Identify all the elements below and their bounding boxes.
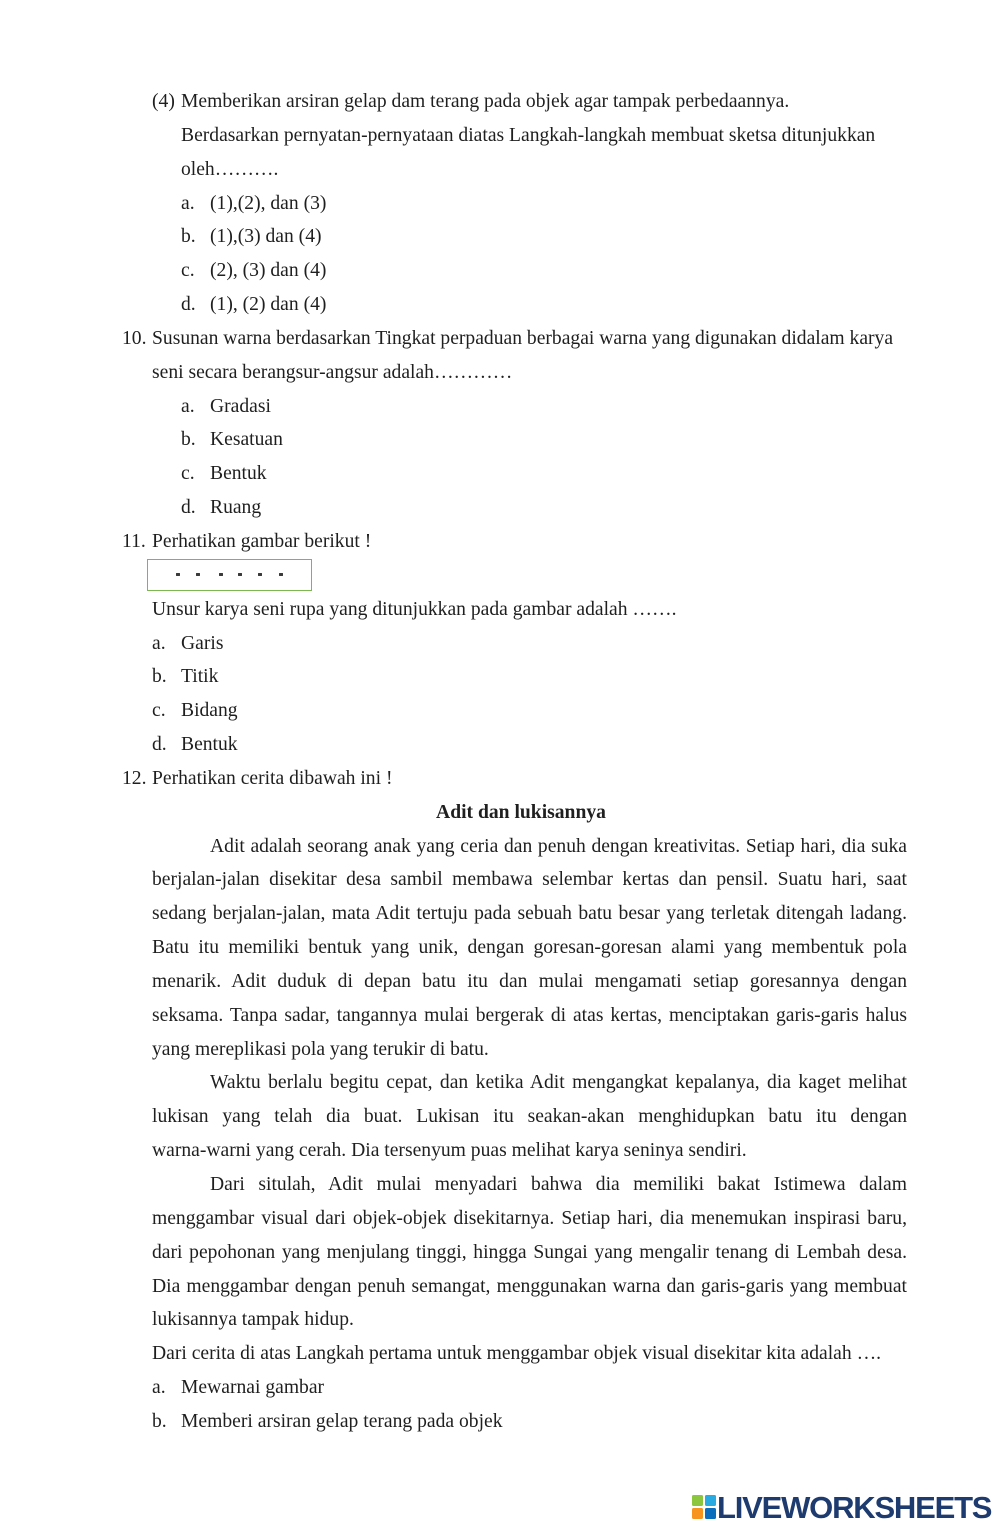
story-title-row bbox=[0, 796, 1000, 830]
worksheet-content bbox=[0, 85, 1000, 1439]
dot bbox=[196, 573, 200, 577]
story-line-text: lukisan yang telah dia buat. Lukisan itu seakan-akan menghidupkan batu itu dengan bbox=[152, 1106, 907, 1128]
option-row bbox=[0, 1405, 1000, 1439]
option-letter: a. bbox=[181, 395, 195, 417]
option-row bbox=[0, 491, 1000, 525]
option-text: Titik bbox=[181, 666, 219, 688]
question-9-continued bbox=[0, 85, 1000, 322]
option-row bbox=[0, 288, 1000, 322]
option-text: Kesatuan bbox=[210, 429, 283, 451]
story-line bbox=[0, 1168, 1000, 1202]
question-prompt-line bbox=[0, 1337, 1000, 1371]
story-line-text: Waktu berlalu begitu cepat, dan ketika Adit mengangkat kepalanya, dia kaget melihat bbox=[210, 1072, 907, 1094]
question-prompt-line bbox=[0, 119, 1000, 153]
question-prompt-text: oleh………. bbox=[181, 158, 279, 180]
statement-number: (4) bbox=[152, 91, 175, 112]
option-letter: a. bbox=[152, 1377, 166, 1399]
question-text: Perhatikan gambar berikut ! bbox=[152, 530, 372, 552]
story-line-text: yang mereplikasi pola yang terukir di batu. bbox=[152, 1038, 489, 1060]
question-text: Perhatikan cerita dibawah ini ! bbox=[152, 767, 393, 789]
story-title: Adit dan lukisannya bbox=[436, 801, 606, 823]
statement-text: Memberikan arsiran gelap dam terang pada objek agar tampak perbedaannya. bbox=[181, 91, 790, 112]
story-line bbox=[0, 965, 1000, 999]
dot bbox=[279, 573, 283, 577]
question-number: 10. bbox=[122, 327, 147, 349]
option-text: (1),(2), dan (3) bbox=[210, 192, 327, 214]
option-letter: b. bbox=[152, 666, 167, 688]
story-line bbox=[0, 1100, 1000, 1134]
story-line bbox=[0, 863, 1000, 897]
dot bbox=[176, 573, 180, 577]
statement-row bbox=[0, 85, 1000, 119]
story-line-text: Dari situlah, Adit mulai menyadari bahwa dia memiliki bakat Istimewa dalam bbox=[210, 1174, 907, 1195]
story-line-text: sedang berjalan-jalan, mata Adit tertuju pada sebuah batu besar yang terletak ditengah ladang. bbox=[152, 903, 907, 925]
story-line bbox=[0, 1236, 1000, 1270]
option-row bbox=[0, 627, 1000, 661]
dot bbox=[238, 573, 242, 577]
option-row bbox=[0, 728, 1000, 762]
liveworksheets-logo-icon bbox=[692, 1495, 716, 1519]
story-line-text: warna-warni yang cerah. Dia tersenyum puas melihat karya seninya sendiri. bbox=[152, 1140, 747, 1162]
figure-row bbox=[0, 559, 1000, 593]
option-letter: c. bbox=[181, 463, 195, 485]
question-12 bbox=[0, 762, 1000, 1439]
question-line bbox=[0, 356, 1000, 390]
option-row bbox=[0, 423, 1000, 457]
logo-tile bbox=[692, 1508, 703, 1519]
question-number: 12. bbox=[122, 767, 147, 789]
story-line bbox=[0, 830, 1000, 864]
option-letter: a. bbox=[181, 192, 195, 214]
option-row bbox=[0, 694, 1000, 728]
question-prompt-text: Unsur karya seni rupa yang ditunjukkan pada gambar adalah ……. bbox=[152, 598, 677, 620]
option-letter: d. bbox=[181, 497, 196, 519]
option-text: (1), (2) dan (4) bbox=[210, 294, 327, 316]
option-text: Garis bbox=[181, 632, 224, 654]
dot bbox=[219, 573, 223, 577]
story-line-text: menarik. Adit duduk di depan batu itu dan mulai mengamati setiap goresannya dengan bbox=[152, 970, 907, 992]
logo-wordmark: LIVEWORKSHEETS bbox=[717, 1490, 992, 1525]
option-row bbox=[0, 187, 1000, 221]
option-row bbox=[0, 660, 1000, 694]
option-text: Gradasi bbox=[210, 395, 271, 417]
option-text: (2), (3) dan (4) bbox=[210, 260, 327, 282]
option-letter: c. bbox=[181, 260, 195, 282]
story-line-text: Batu itu memiliki bentuk yang unik, dengan goresan-goresan alami yang membentuk pola bbox=[152, 937, 907, 959]
option-text: (1),(3) dan (4) bbox=[210, 226, 322, 248]
option-text: Memberi arsiran gelap terang pada objek bbox=[181, 1410, 503, 1432]
story-line-text: Dia menggambar dengan penuh semangat, menggunakan warna dan garis-garis yang membuat bbox=[152, 1275, 907, 1297]
dots-figure bbox=[147, 559, 312, 591]
question-prompt-line bbox=[0, 153, 1000, 187]
option-letter: c. bbox=[152, 700, 166, 722]
option-letter: d. bbox=[181, 294, 196, 316]
logo-tile bbox=[692, 1495, 703, 1506]
liveworksheets-logo[interactable] bbox=[692, 1492, 992, 1523]
logo-tile bbox=[705, 1508, 716, 1519]
question-10 bbox=[0, 322, 1000, 525]
question-line bbox=[0, 762, 1000, 796]
option-letter: a. bbox=[152, 632, 166, 654]
option-letter: b. bbox=[181, 429, 196, 451]
logo-tile bbox=[705, 1495, 716, 1506]
option-letter: b. bbox=[152, 1410, 167, 1432]
story-line-text: lukisannya tampak hidup. bbox=[152, 1309, 354, 1331]
option-letter: b. bbox=[181, 226, 196, 248]
question-number: 11. bbox=[122, 530, 146, 552]
option-row bbox=[0, 390, 1000, 424]
option-text: Mewarnai gambar bbox=[181, 1377, 325, 1399]
option-letter: d. bbox=[152, 734, 167, 756]
question-prompt-line bbox=[0, 593, 1000, 627]
story-line bbox=[0, 1066, 1000, 1100]
story-line-text: berjalan-jalan disekitar desa sambil membawa selembar kertas dan pensil. Suatu hari, saat bbox=[152, 869, 907, 891]
question-text: seni secara berangsur-angsur adalah………… bbox=[152, 361, 513, 383]
story-line bbox=[0, 999, 1000, 1033]
option-row bbox=[0, 254, 1000, 288]
option-text: Bentuk bbox=[210, 463, 267, 485]
question-text: Susunan warna berdasarkan Tingkat perpaduan berbagai warna yang digunakan didalam karya bbox=[152, 327, 894, 349]
option-row bbox=[0, 1371, 1000, 1405]
dot bbox=[258, 573, 262, 577]
question-line bbox=[0, 322, 1000, 356]
story-line bbox=[0, 1270, 1000, 1304]
story-paragraph bbox=[0, 830, 1000, 1067]
story-paragraph bbox=[0, 1168, 1000, 1337]
story-line bbox=[0, 897, 1000, 931]
story-paragraph bbox=[0, 1066, 1000, 1168]
option-text: Ruang bbox=[210, 497, 262, 519]
story-line bbox=[0, 1303, 1000, 1337]
story-line-text: menggambar visual dari objek-objek disekitarnya. Setiap hari, dia menemukan inspirasi baru, bbox=[152, 1207, 907, 1229]
option-text: Bentuk bbox=[181, 734, 238, 756]
story-line bbox=[0, 1033, 1000, 1067]
story-line-text: dari pepohonan yang menjulang tinggi, hingga Sungai yang mengalir tenang di Lembah desa. bbox=[152, 1241, 907, 1263]
story-line-text: seksama. Tanpa sadar, tangannya mulai bergerak di atas kertas, menciptakan garis-garis halus bbox=[152, 1004, 907, 1026]
question-prompt-text: Berdasarkan pernyatan-pernyataan diatas Langkah-langkah membuat sketsa ditunjukkan bbox=[181, 124, 876, 146]
question-prompt-text: Dari cerita di atas Langkah pertama untuk menggambar objek visual disekitar kita adalah …. bbox=[152, 1343, 882, 1365]
option-row bbox=[0, 220, 1000, 254]
question-11 bbox=[0, 525, 1000, 762]
story-line-text: Adit adalah seorang anak yang ceria dan penuh dengan kreativitas. Setiap hari, dia suka bbox=[210, 835, 907, 857]
story-line bbox=[0, 1134, 1000, 1168]
story-line bbox=[0, 1202, 1000, 1236]
option-row bbox=[0, 457, 1000, 491]
option-text: Bidang bbox=[181, 700, 238, 722]
story-line bbox=[0, 931, 1000, 965]
question-line bbox=[0, 525, 1000, 559]
